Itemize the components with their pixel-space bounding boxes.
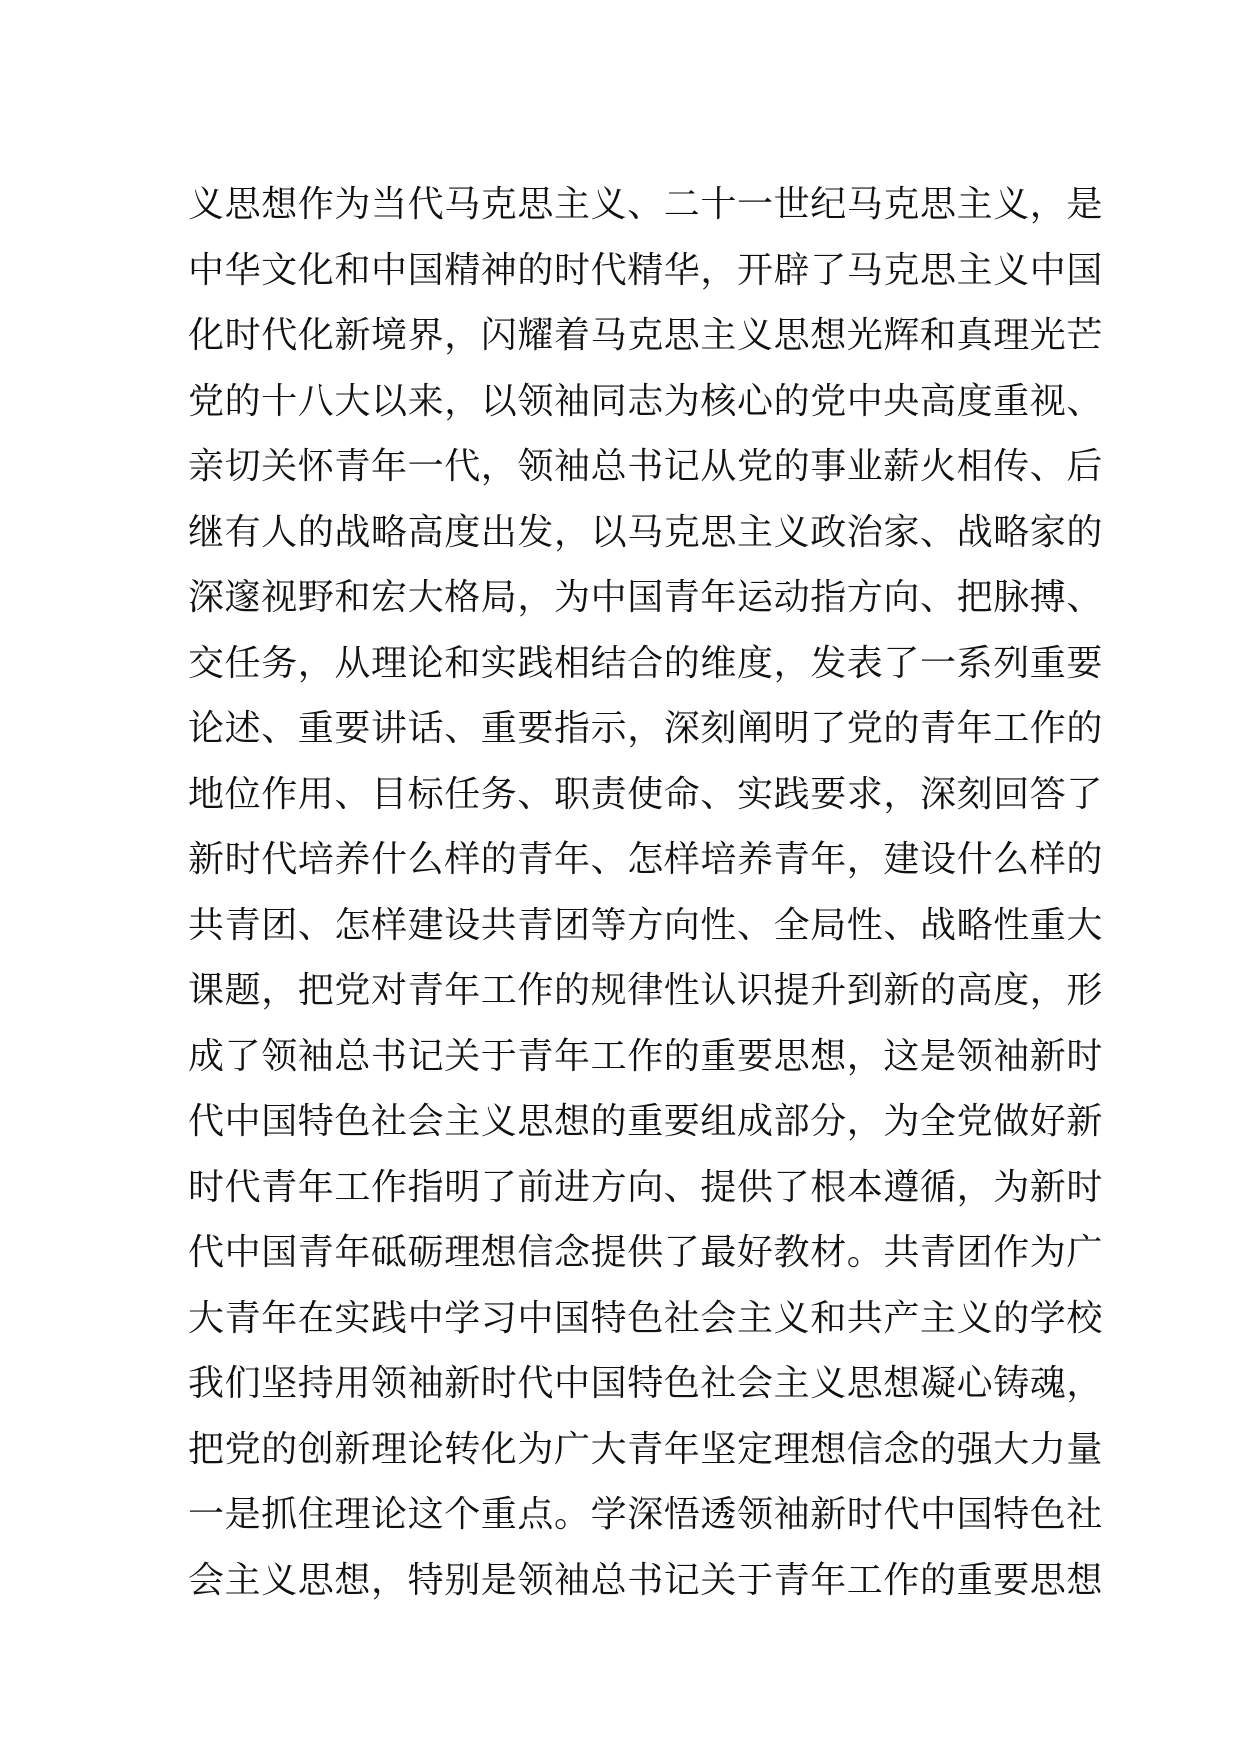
text-line: 大青年在实践中学习中国特色社会主义和共产主义的学校	[188, 1297, 1104, 1339]
text-line: 一是抓住理论这个重点。学深悟透领袖新时代中国特色社	[188, 1494, 1104, 1535]
text-line: 共青团、怎样建设共青团等方向性、全局性、战略性重大	[188, 904, 1104, 946]
text-line: 深邃视野和宏大格局，为中国青年运动指方向、把脉搏、	[188, 577, 1104, 618]
text-line: 论述、重要讲话、重要指示，深刻阐明了党的青年工作的	[188, 708, 1104, 749]
text-line: 我们坚持用领袖新时代中国特色社会主义思想凝心铸魂，	[188, 1363, 1104, 1404]
text-line: 代中国特色社会主义思想的重要组成部分，为全党做好新	[188, 1101, 1104, 1142]
text-line: 亲切关怀青年一代，领袖总书记从党的事业薪火相传、后	[188, 446, 1104, 487]
text-line: 把党的创新理论转化为广大青年坚定理想信念的强大力量	[188, 1428, 1104, 1470]
text-line: 党的十八大以来，以领袖同志为核心的党中央高度重视、	[188, 380, 1104, 422]
text-line: 新时代培养什么样的青年、怎样培养青年，建设什么样的	[188, 839, 1104, 880]
text-line: 会主义思想，特别是领袖总书记关于青年工作的重要思想	[188, 1559, 1104, 1601]
body-text	[188, 172, 1104, 1613]
text-line: 中华文化和中国精神的时代精华，开辟了马克思主义中国	[188, 249, 1104, 291]
text-line: 成了领袖总书记关于青年工作的重要思想，这是领袖新时	[188, 1035, 1104, 1077]
text-line: 课题，把党对青年工作的规律性认识提升到新的高度，形	[188, 970, 1104, 1011]
text-line: 交任务，从理论和实践相结合的维度，发表了一系列重要	[188, 642, 1104, 684]
text-line: 地位作用、目标任务、职责使命、实践要求，深刻回答了	[188, 773, 1104, 815]
text-line: 义思想作为当代马克思主义、二十一世纪马克思主义，是	[188, 184, 1104, 225]
text-line: 继有人的战略高度出发，以马克思主义政治家、战略家的	[188, 511, 1104, 553]
text-line: 化时代化新境界，闪耀着马克思主义思想光辉和真理光芒	[188, 315, 1104, 356]
text-line: 时代青年工作指明了前进方向、提供了根本遵循，为新时	[188, 1166, 1104, 1208]
text-line: 代中国青年砥砺理想信念提供了最好教材。共青团作为广	[188, 1232, 1104, 1273]
